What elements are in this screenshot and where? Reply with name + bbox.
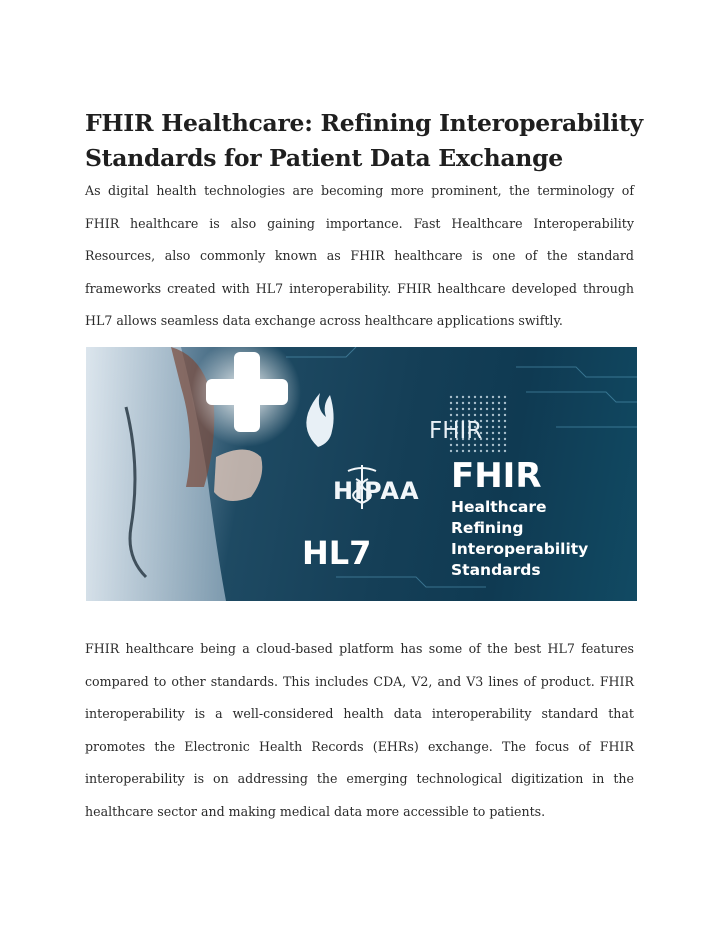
banner-subline-3: Interoperability: [451, 540, 589, 558]
intro-paragraph: As digital health technologies are becoming more prominent, the terminology of FHIR healthcare is also gaining importance. Fast Healthcare Interoperability Resources, also commonly known as FHIR healthcare is one of the standard frameworks created with HL7 interoperability. FHIR healthcare developed through HL7 allows seamless data exchange across healthcare applications swiftly.: [85, 183, 634, 329]
body-paragraph: FHIR healthcare being a cloud-based platform has some of the best HL7 features compared to other standards. This includes CDA, V2, and V3 lines of product. FHIR interoperability is a well-considered health data interoperability standard that promotes the Electronic Health Records (EHRs) exchange. The focus of FHIR interoperability is on addressing the emerging technological digitization in the healthcare sector and making medical data more accessible to patients.: [85, 641, 634, 819]
banner-subline-2: Refining: [451, 519, 524, 537]
banner-subline-1: Healthcare: [451, 498, 547, 516]
banner-hl7-text: HL7: [302, 534, 372, 572]
article-title: FHIR Healthcare: Refining Interoperability Standards for Patient Data Exchange: [85, 109, 643, 172]
banner-hipaa-text: HIPAA: [333, 477, 420, 505]
banner-subline-4: Standards: [451, 561, 541, 579]
banner-image: [86, 347, 637, 601]
flame-icon: [306, 393, 333, 447]
banner-headline: FHIR: [451, 456, 542, 496]
hand-shape: [214, 450, 262, 502]
banner-fhir-logo-text: FHIR: [429, 418, 483, 444]
